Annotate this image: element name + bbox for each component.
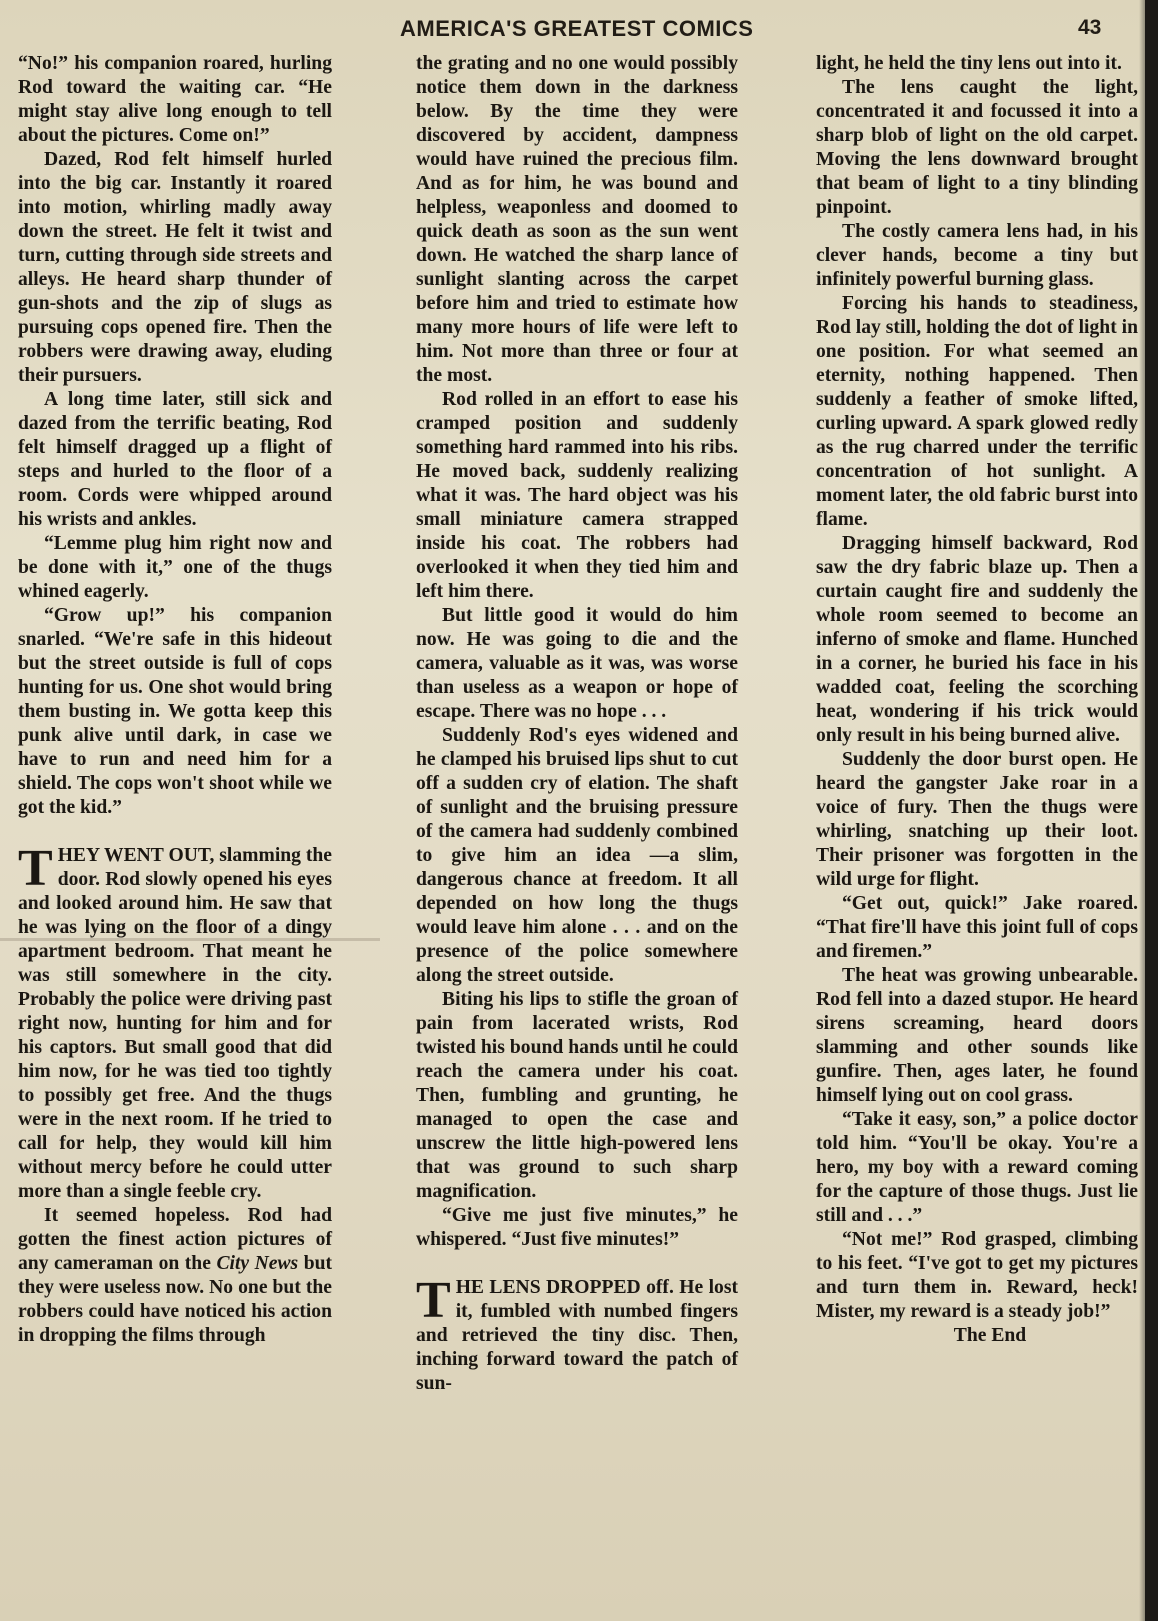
paragraph: Rod rolled in an effort to ease his cramped position and suddenly something hard rammed into his ribs. He moved back, suddenly realizing what it was. The hard object was his small miniature camera strapped inside his coat. The robbers had overlooked it when they tied him and left him there. [416, 389, 738, 602]
page-fold-crease [0, 938, 380, 941]
paragraph: “Lemme plug him right now and be done with it,” one of the thugs whined eagerly. [18, 533, 332, 602]
page-edge-shadow [1139, 0, 1145, 1621]
paragraph-text: but they were useless now. No one but the robbers could have noticed his action in dropping the films through [18, 1253, 333, 1346]
paragraph-text: It seemed hopeless. Rod had gotten the finest action pictures of any cameraman on the [18, 1205, 332, 1274]
section-paragraph [416, 1272, 738, 1396]
text-column-1 [18, 52, 332, 1348]
paragraph: The lens caught the light, concentrated it and focussed it into a sharp blob of light on the old carpet. Moving the lens downward brought that beam of light to a tiny blinding pinpoint. [816, 77, 1138, 218]
paragraph: Suddenly Rod's eyes widened and he clamped his bruised lips shut to cut off a sudden cry of elation. The shaft of sunlight and the bruising pressure of the camera had suddenly combined to give him an idea —a slim, dangerous chance at freedom. It all depended on how long the thugs would leave him alone . . . and on the presence of the police somewhere along the street outside. [416, 725, 738, 986]
newspaper-name: City News [216, 1253, 299, 1274]
paragraph [18, 1204, 332, 1348]
paragraph: The costly camera lens had, in his clever hands, become a tiny but infinitely powerful burning glass. [816, 221, 1138, 290]
paragraph: Biting his lips to stifle the groan of pain from lacerated wrists, Rod twisted his bound hands until he could reach the camera under his coat. Then, fumbling and grunting, he managed to open the case and unscrew the little high-powered lens that was ground to such sharp magnification. [416, 989, 738, 1202]
paragraph: The heat was growing unbearable. Rod fell into a dazed stupor. He heard sirens screaming, heard doors slamming and other sounds like gunfire. Then, ages later, he found himself lying out on cool grass. [816, 965, 1138, 1106]
text-column-2 [416, 52, 738, 1396]
paragraph: Forcing his hands to steadiness, Rod lay still, holding the dot of light in one position. For what seemed an eternity, nothing happened. Then suddenly a feather of smoke lifted, curling upward. A spark glowed redly as the rug charred under the terrific concentration of hot sunlight. A moment later, the old fabric burst into flame. [816, 293, 1138, 530]
publication-title: AMERICA'S GREATEST COMICS [400, 16, 754, 41]
lead-in: HE LENS DROPPED [455, 1277, 641, 1298]
text-column-3 [816, 52, 1138, 1348]
paragraph-text: slamming the door. Rod slowly opened his eyes and looked around him. He saw that he was lying on the floor of a dingy apartment bedroom. That meant he was still somewhere in the city. Probably the police were driving past right now, hunting for him and for his captors. But small good that did him now, for he was tied too tightly to possibly get free. And the thugs were in the next room. If he tried to call for help, they would kill him without mercy before he could utter more than a single feeble cry. [18, 845, 333, 1202]
paragraph: “Get out, quick!” Jake roared. “That fire'll have this joint full of cops and firemen.” [816, 893, 1138, 962]
paragraph: “Not me!” Rod grasped, climbing to his feet. “I've got to get my pictures and turn them in. Reward, heck! Mister, my reward is a steady job!” [816, 1229, 1138, 1322]
story-end-mark: The End [953, 1325, 1027, 1346]
paragraph: light, he held the tiny lens out into it. [816, 53, 1122, 74]
drop-cap: T [416, 1272, 451, 1329]
paragraph: A long time later, still sick and dazed from the terrific beating, Rod felt himself dragged up a flight of steps and hurled to the floor of a room. Cords were whipped around his wrists and ankles. [18, 389, 332, 530]
lead-in: HEY WENT OUT, [57, 845, 215, 866]
paragraph: Suddenly the door burst open. He heard the gangster Jake roar in a voice of fury. Then the thugs were whirling, snatching up their loot. Their prisoner was forgotten in the wild urge for flight. [816, 749, 1138, 890]
paragraph-text: off. He lost it, fumbled with numbed fingers and retrieved the tiny disc. Then, inching forward toward the patch of sun- [416, 1277, 738, 1394]
paragraph: “Give me just five minutes,” he whispered. “Just five minutes!” [416, 1205, 738, 1250]
section-paragraph [18, 840, 333, 1204]
paragraph: “No!” his companion roared, hurling Rod toward the waiting car. “He might stay alive long enough to tell about the pictures. Come on!” [18, 53, 332, 146]
page-number: 43 [1078, 16, 1102, 39]
paragraph: Dragging himself backward, Rod saw the dry fabric blaze up. Then a curtain caught fire and suddenly the whole room seemed to become an inferno of smoke and flame. Hunched in a corner, he buried his face in his wadded coat, feeling the scorching heat, wondering if his trick would only result in his being burned alive. [816, 533, 1138, 746]
paragraph: Dazed, Rod felt himself hurled into the big car. Instantly it roared into motion, whirling madly away down the street. He felt it twist and turn, cutting through side streets and alleys. He heard sharp thunder of gun-shots and the zip of slugs as pursuing cops opened fire. Then the robbers were drawing away, eluding their pursuers. [18, 149, 332, 386]
paragraph: But little good it would do him now. He was going to die and the camera, valuable as it was, was worse than useless as a weapon or hope of escape. There was no hope . . . [416, 605, 738, 722]
paragraph: “Take it easy, son,” a police doctor told him. “You'll be okay. You're a hero, my boy with a reward coming for the capture of those thugs. Just lie still and . . .” [816, 1109, 1138, 1226]
paragraph: the grating and no one would possibly notice them down in the darkness below. By the time they were discovered by accident, dampness would have ruined the precious film. And as for him, he was bound and helpless, weaponless and doomed to quick death as soon as the sun went down. He watched the sharp lance of sunlight slanting across the carpet before him and tried to estimate how many more hours of life were left to him. Not more than three or four at the most. [416, 53, 738, 386]
paragraph: “Grow up!” his companion snarled. “We're safe in this hideout but the street outside is full of cops hunting for us. One shot would bring them busting in. We gotta keep this punk alive until dark, in case we have to run and need him for a shield. The cops won't shoot while we got the kid.” [18, 605, 332, 818]
drop-cap: T [18, 840, 53, 897]
running-head [0, 16, 1145, 46]
